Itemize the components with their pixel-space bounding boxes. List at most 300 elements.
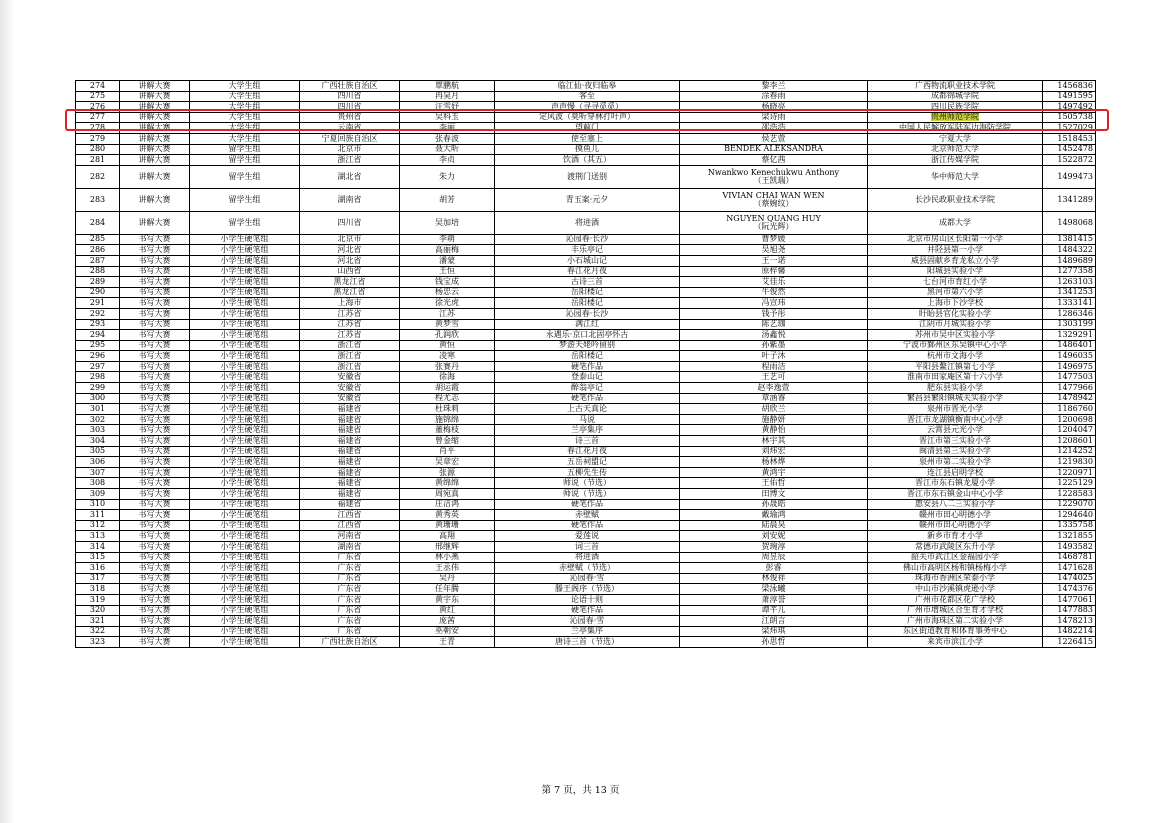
cell-work-title: 论语十则 [495, 594, 680, 605]
roster-table-body [76, 81, 1096, 648]
cell-school [868, 112, 1043, 123]
cell-teacher: 覃鹏航 [400, 81, 495, 92]
cell-category: 书写大赛 [120, 414, 190, 425]
cell-teacher: 王恒 [400, 266, 495, 277]
table-row [76, 446, 1096, 457]
cell-entry-id: 1496035 [1043, 351, 1096, 362]
cell-category: 书写大赛 [120, 277, 190, 288]
cell-region: 江苏省 [300, 319, 400, 330]
cell-entry-id: 1220971 [1043, 467, 1096, 478]
cell-entry-id: 1263103 [1043, 277, 1096, 288]
cell-group: 小学生硬笔组 [190, 510, 300, 521]
cell-category: 书写大赛 [120, 298, 190, 309]
cell-entry-id: 1294640 [1043, 510, 1096, 521]
cell-row-number: 274 [76, 81, 120, 92]
cell-entry-id: 1381415 [1043, 234, 1096, 245]
cell-student: 黄鸿宇 [680, 467, 868, 478]
cell-school: 泉州市晋光小学 [868, 404, 1043, 415]
table-row [76, 298, 1096, 309]
cell-region: 福建省 [300, 489, 400, 500]
cell-teacher: 施锦绵 [400, 414, 495, 425]
cell-school: 长沙民政职业技术学院 [868, 188, 1043, 211]
cell-teacher: 吴章宏 [400, 457, 495, 468]
cell-row-number: 297 [76, 361, 120, 372]
cell-region: 广东省 [300, 616, 400, 627]
cell-category: 书写大赛 [120, 234, 190, 245]
cell-region: 安徽省 [300, 393, 400, 404]
cell-row-number: 277 [76, 112, 120, 123]
cell-category: 书写大赛 [120, 605, 190, 616]
cell-category: 讲解大赛 [120, 144, 190, 155]
cell-school: 广州市花都区花广学校 [868, 594, 1043, 605]
cell-teacher: 黄珊珊 [400, 520, 495, 531]
cell-row-number: 283 [76, 188, 120, 211]
cell-teacher: 吴科玉 [400, 112, 495, 123]
cell-row-number: 279 [76, 133, 120, 144]
cell-group: 小学生硬笔组 [190, 457, 300, 468]
cell-row-number: 311 [76, 510, 120, 521]
cell-entry-id: 1482214 [1043, 626, 1096, 637]
table-row [76, 563, 1096, 574]
cell-row-number: 322 [76, 626, 120, 637]
table-row [76, 81, 1096, 92]
cell-entry-id: 1484322 [1043, 245, 1096, 256]
cell-category: 书写大赛 [120, 552, 190, 563]
cell-work-title: 春江花月夜 [495, 266, 680, 277]
cell-work-title: 使至塞上 [495, 133, 680, 144]
cell-entry-id: 1321855 [1043, 531, 1096, 542]
cell-work-title: 沁园春·长沙 [495, 234, 680, 245]
cell-teacher: 庄洁鸿 [400, 499, 495, 510]
cell-work-title: 硬笔作品 [495, 605, 680, 616]
table-row [76, 467, 1096, 478]
cell-school: 云霄县元光小学 [868, 425, 1043, 436]
table-row [76, 234, 1096, 245]
cell-student: BENDEK ALEKSANDRA [680, 144, 868, 155]
cell-row-number: 298 [76, 372, 120, 383]
cell-student: 黎李兰 [680, 81, 868, 92]
cell-entry-id: 1214252 [1043, 446, 1096, 457]
cell-category: 书写大赛 [120, 637, 190, 648]
table-row [76, 626, 1096, 637]
cell-region: 安徽省 [300, 372, 400, 383]
cell-entry-id: 1225129 [1043, 478, 1096, 489]
cell-group: 大学生组 [190, 112, 300, 123]
cell-region: 福建省 [300, 404, 400, 415]
cell-group: 小学生硬笔组 [190, 351, 300, 362]
cell-school: 赣州市田心明德小学 [868, 520, 1043, 531]
cell-school: 盱眙县官化实验小学 [868, 308, 1043, 319]
cell-region: 湖北省 [300, 165, 400, 188]
cell-group: 小学生硬笔组 [190, 552, 300, 563]
cell-category: 书写大赛 [120, 436, 190, 447]
cell-student: 艾佳乐 [680, 277, 868, 288]
cell-student [680, 165, 868, 188]
cell-teacher: 杜珠莉 [400, 404, 495, 415]
cell-teacher: 李丽 [400, 123, 495, 134]
cell-student: 孙晟皓 [680, 499, 868, 510]
cell-group: 小学生硬笔组 [190, 383, 300, 394]
cell-school: 来宾市滨江小学 [868, 637, 1043, 648]
table-row [76, 330, 1096, 341]
cell-school: 宁波市鄞州区东吴镇中心小学 [868, 340, 1043, 351]
cell-row-number: 321 [76, 616, 120, 627]
cell-school: 淮南市田家庵区第十六小学 [868, 372, 1043, 383]
cell-region: 四川省 [300, 102, 400, 113]
cell-region: 北京市 [300, 234, 400, 245]
cell-teacher: 江苏 [400, 308, 495, 319]
cell-work-title: 登泰山记 [495, 372, 680, 383]
cell-group: 留学生组 [190, 144, 300, 155]
cell-teacher: 黄秀英 [400, 510, 495, 521]
cell-category: 书写大赛 [120, 446, 190, 457]
cell-teacher: 李萌 [400, 234, 495, 245]
cell-category: 书写大赛 [120, 330, 190, 341]
cell-row-number: 318 [76, 584, 120, 595]
cell-row-number: 304 [76, 436, 120, 447]
cell-group: 留学生组 [190, 211, 300, 234]
table-row [76, 552, 1096, 563]
cell-region: 宁夏回族自治区 [300, 133, 400, 144]
cell-row-number: 284 [76, 211, 120, 234]
cell-student: 施静妍 [680, 414, 868, 425]
cell-entry-id: 1498068 [1043, 211, 1096, 234]
cell-teacher: 吴丹 [400, 573, 495, 584]
cell-region: 广东省 [300, 563, 400, 574]
cell-row-number: 285 [76, 234, 120, 245]
cell-category: 书写大赛 [120, 520, 190, 531]
table-row [76, 155, 1096, 166]
cell-student: 原梓馨 [680, 266, 868, 277]
cell-category: 书写大赛 [120, 499, 190, 510]
cell-region: 安徽省 [300, 383, 400, 394]
cell-group: 大学生组 [190, 81, 300, 92]
cell-teacher: 高丽梅 [400, 245, 495, 256]
cell-teacher: 胡芳 [400, 188, 495, 211]
cell-student: 杨林烨 [680, 457, 868, 468]
cell-school: 常德市武陵区东升小学 [868, 541, 1043, 552]
cell-entry-id: 1478942 [1043, 393, 1096, 404]
cell-group: 小学生硬笔组 [190, 393, 300, 404]
cell-student: 林俊祥 [680, 573, 868, 584]
table-row [76, 436, 1096, 447]
cell-region: 云南省 [300, 123, 400, 134]
cell-entry-id: 1522872 [1043, 155, 1096, 166]
cell-work-title: 永遇乐·京口北固亭怀古 [495, 330, 680, 341]
cell-group: 小学生硬笔组 [190, 425, 300, 436]
cell-region: 福建省 [300, 457, 400, 468]
cell-school: 威县固献乡育龙私立小学 [868, 255, 1043, 266]
cell-group: 小学生硬笔组 [190, 372, 300, 383]
cell-school: 宁夏大学 [868, 133, 1043, 144]
table-row [76, 361, 1096, 372]
table-row [76, 605, 1096, 616]
cell-student: 黄静怡 [680, 425, 868, 436]
cell-region: 浙江省 [300, 340, 400, 351]
cell-entry-id: 1186760 [1043, 404, 1096, 415]
cell-work-title: 渡荆门送别 [495, 165, 680, 188]
cell-row-number: 316 [76, 563, 120, 574]
table-row [76, 637, 1096, 648]
table-row [76, 489, 1096, 500]
cell-group: 小学生硬笔组 [190, 467, 300, 478]
table-row [76, 531, 1096, 542]
table-row [76, 308, 1096, 319]
cell-work-title: 兰亭集序 [495, 425, 680, 436]
cell-entry-id: 1228583 [1043, 489, 1096, 500]
cell-teacher: 李贞 [400, 155, 495, 166]
cell-category: 书写大赛 [120, 287, 190, 298]
cell-entry-id: 1474376 [1043, 584, 1096, 595]
cell-student: 汤鑫悦 [680, 330, 868, 341]
cell-school: 阳城县实验小学 [868, 266, 1043, 277]
cell-region: 广西壮族自治区 [300, 637, 400, 648]
cell-student: 冯宣玮 [680, 298, 868, 309]
cell-school: 广州市海珠区第二实验小学 [868, 616, 1043, 627]
cell-student: 王一诺 [680, 255, 868, 266]
cell-group: 小学生硬笔组 [190, 245, 300, 256]
cell-school: 北京师范大学 [868, 144, 1043, 155]
table-row [76, 266, 1096, 277]
table-row [76, 287, 1096, 298]
cell-group: 小学生硬笔组 [190, 404, 300, 415]
table-row [76, 165, 1096, 188]
cell-entry-id: 1200698 [1043, 414, 1096, 425]
cell-region: 贵州省 [300, 112, 400, 123]
cell-region: 山西省 [300, 266, 400, 277]
cell-row-number: 278 [76, 123, 120, 134]
table-row [76, 520, 1096, 531]
cell-group: 小学生硬笔组 [190, 414, 300, 425]
cell-teacher: 巫朝安 [400, 626, 495, 637]
cell-category: 书写大赛 [120, 255, 190, 266]
cell-student: 陈艺珈 [680, 319, 868, 330]
cell-work-title: 客至 [495, 91, 680, 102]
cell-row-number: 292 [76, 308, 120, 319]
cell-school: 连江县启明学校 [868, 467, 1043, 478]
cell-category: 书写大赛 [120, 531, 190, 542]
cell-group: 小学生硬笔组 [190, 531, 300, 542]
table-row [76, 393, 1096, 404]
cell-teacher: 杨忠云 [400, 287, 495, 298]
cell-group: 小学生硬笔组 [190, 563, 300, 574]
cell-group: 小学生硬笔组 [190, 520, 300, 531]
cell-student [680, 211, 868, 234]
cell-category: 书写大赛 [120, 361, 190, 372]
cell-row-number: 286 [76, 245, 120, 256]
cell-student [680, 188, 868, 211]
cell-row-number: 288 [76, 266, 120, 277]
cell-entry-id: 1489689 [1043, 255, 1096, 266]
cell-work-title: 满江红 [495, 319, 680, 330]
cell-group: 小学生硬笔组 [190, 255, 300, 266]
cell-entry-id: 1474025 [1043, 573, 1096, 584]
cell-student: 梁炜琪 [680, 626, 868, 637]
cell-school: 井陉县第一小学 [868, 245, 1043, 256]
cell-region: 浙江省 [300, 155, 400, 166]
cell-line: NGUYEN QUANG HUY [726, 213, 821, 223]
table-row [76, 245, 1096, 256]
cell-student: 刘炜宏 [680, 446, 868, 457]
cell-school: 平阳县鳌江镇第七小学 [868, 361, 1043, 372]
cell-school: 东区街道教育和体育事务中心 [868, 626, 1043, 637]
cell-work-title: 醉翁亭记 [495, 383, 680, 394]
cell-entry-id: 1518453 [1043, 133, 1096, 144]
cell-row-number: 320 [76, 605, 120, 616]
cell-work-title: 梦游天姥吟留别 [495, 340, 680, 351]
cell-school: 中国人民解放军陆军边海防学院 [868, 123, 1043, 134]
cell-teacher: 胡运霞 [400, 383, 495, 394]
cell-group: 留学生组 [190, 165, 300, 188]
cell-region: 福建省 [300, 446, 400, 457]
cell-region: 黑龙江省 [300, 287, 400, 298]
cell-school: 肥东县实验小学 [868, 383, 1043, 394]
cell-student: 贺琬淳 [680, 541, 868, 552]
cell-teacher: 黄宇东 [400, 594, 495, 605]
cell-category: 讲解大赛 [120, 102, 190, 113]
cell-region: 广东省 [300, 605, 400, 616]
cell-group: 小学生硬笔组 [190, 637, 300, 648]
cell-region: 福建省 [300, 425, 400, 436]
cell-work-title: 声声慢（寻寻觅觅） [495, 102, 680, 113]
cell-row-number: 301 [76, 404, 120, 415]
cell-row-number: 293 [76, 319, 120, 330]
cell-row-number: 314 [76, 541, 120, 552]
cell-teacher: 董梅枝 [400, 425, 495, 436]
cell-row-number: 294 [76, 330, 120, 341]
cell-region: 湖南省 [300, 541, 400, 552]
cell-category: 书写大赛 [120, 351, 190, 362]
cell-work-title: 春江花月夜 [495, 446, 680, 457]
cell-row-number: 309 [76, 489, 120, 500]
cell-school: 新乡市育才小学 [868, 531, 1043, 542]
cell-group: 小学生硬笔组 [190, 605, 300, 616]
cell-work-title: 沁园春·雪 [495, 573, 680, 584]
cell-work-title: 沁园春·雪 [495, 616, 680, 627]
cell-region: 广东省 [300, 626, 400, 637]
cell-student: 杨晓亮 [680, 102, 868, 113]
cell-group: 小学生硬笔组 [190, 616, 300, 627]
cell-row-number: 282 [76, 165, 120, 188]
cell-teacher: 徐光虎 [400, 298, 495, 309]
cell-row-number: 280 [76, 144, 120, 155]
cell-work-title: 摸鱼儿 [495, 144, 680, 155]
cell-category: 书写大赛 [120, 489, 190, 500]
cell-work-title: 岳阳楼记 [495, 287, 680, 298]
cell-group: 小学生硬笔组 [190, 489, 300, 500]
cell-group: 大学生组 [190, 102, 300, 113]
cell-teacher: 黄梦雪 [400, 319, 495, 330]
cell-row-number: 315 [76, 552, 120, 563]
cell-school: 闽清县第三实验小学 [868, 446, 1043, 457]
cell-school: 上海市下沙学校 [868, 298, 1043, 309]
cell-region: 广东省 [300, 552, 400, 563]
cell-work-title: 硬笔作品 [495, 499, 680, 510]
cell-teacher: 张赛丹 [400, 361, 495, 372]
cell-teacher: 钱宝成 [400, 277, 495, 288]
cell-work-title: 唐诗三首（节选） [495, 637, 680, 648]
cell-group: 小学生硬笔组 [190, 626, 300, 637]
cell-student: 章涵睿 [680, 393, 868, 404]
cell-school: 华中师范大学 [868, 165, 1043, 188]
cell-student: 程雨洁 [680, 361, 868, 372]
cell-entry-id: 1499473 [1043, 165, 1096, 188]
cell-row-number: 305 [76, 446, 120, 457]
cell-school: 中山市沙溪镇虎逊小学 [868, 584, 1043, 595]
cell-region: 河北省 [300, 255, 400, 266]
cell-row-number: 300 [76, 393, 120, 404]
cell-line: （阮光辉） [753, 221, 794, 231]
cell-entry-id: 1333141 [1043, 298, 1096, 309]
cell-category: 讲解大赛 [120, 155, 190, 166]
cell-row-number: 299 [76, 383, 120, 394]
cell-category: 讲解大赛 [120, 165, 190, 188]
cell-teacher: 张春波 [400, 133, 495, 144]
cell-student: 蔡亿茜 [680, 155, 868, 166]
cell-work-title: 硬笔作品 [495, 393, 680, 404]
cell-entry-id: 1204047 [1043, 425, 1096, 436]
cell-category: 书写大赛 [120, 541, 190, 552]
cell-region: 广东省 [300, 584, 400, 595]
cell-entry-id: 1477503 [1043, 372, 1096, 383]
cell-student: 胡欣兰 [680, 404, 868, 415]
cell-work-title: 丰乐亭记 [495, 245, 680, 256]
cell-group: 小学生硬笔组 [190, 298, 300, 309]
cell-category: 讲解大赛 [120, 91, 190, 102]
cell-entry-id: 1277358 [1043, 266, 1096, 277]
cell-school: 赣州市田心明德小学 [868, 510, 1043, 521]
cell-work-title: 沁园春·长沙 [495, 308, 680, 319]
cell-teacher: 黄红 [400, 605, 495, 616]
cell-teacher: 汪雪妤 [400, 102, 495, 113]
table-row [76, 478, 1096, 489]
cell-category: 书写大赛 [120, 425, 190, 436]
page-footer: 第 7 页，共 13 页 [541, 785, 620, 796]
cell-entry-id: 1329291 [1043, 330, 1096, 341]
cell-teacher: 曾金缩 [400, 436, 495, 447]
cell-region: 江苏省 [300, 308, 400, 319]
cell-student: 孙紫墨 [680, 340, 868, 351]
cell-entry-id: 1493582 [1043, 541, 1096, 552]
cell-category: 讲解大赛 [120, 133, 190, 144]
cell-region: 广东省 [300, 594, 400, 605]
cell-line: VIVIAN CHAI WAN WEN [722, 190, 825, 200]
cell-group: 小学生硬笔组 [190, 330, 300, 341]
cell-school: 晋江市第三实验小学 [868, 436, 1043, 447]
cell-school: 四川民族学院 [868, 102, 1043, 113]
cell-row-number: 295 [76, 340, 120, 351]
cell-row-number: 313 [76, 531, 120, 542]
cell-teacher: 徐海 [400, 372, 495, 383]
cell-group: 小学生硬笔组 [190, 361, 300, 372]
cell-row-number: 303 [76, 425, 120, 436]
table-row [76, 510, 1096, 521]
cell-row-number: 319 [76, 594, 120, 605]
cell-school: 广州市增城区合生育才学校 [868, 605, 1043, 616]
cell-work-title: 将进酒 [495, 211, 680, 234]
table-row [76, 573, 1096, 584]
cell-entry-id: 1335758 [1043, 520, 1096, 531]
cell-entry-id: 1496975 [1043, 361, 1096, 372]
cell-school: 佛山市高明区杨和镇杨梅小学 [868, 563, 1043, 574]
cell-category: 书写大赛 [120, 457, 190, 468]
table-row [76, 133, 1096, 144]
cell-work-title: 师说（节选） [495, 489, 680, 500]
cell-group: 留学生组 [190, 188, 300, 211]
cell-work-title: 硬笔作品 [495, 361, 680, 372]
cell-work-title: 望蓟门 [495, 123, 680, 134]
cell-entry-id: 1226415 [1043, 637, 1096, 648]
